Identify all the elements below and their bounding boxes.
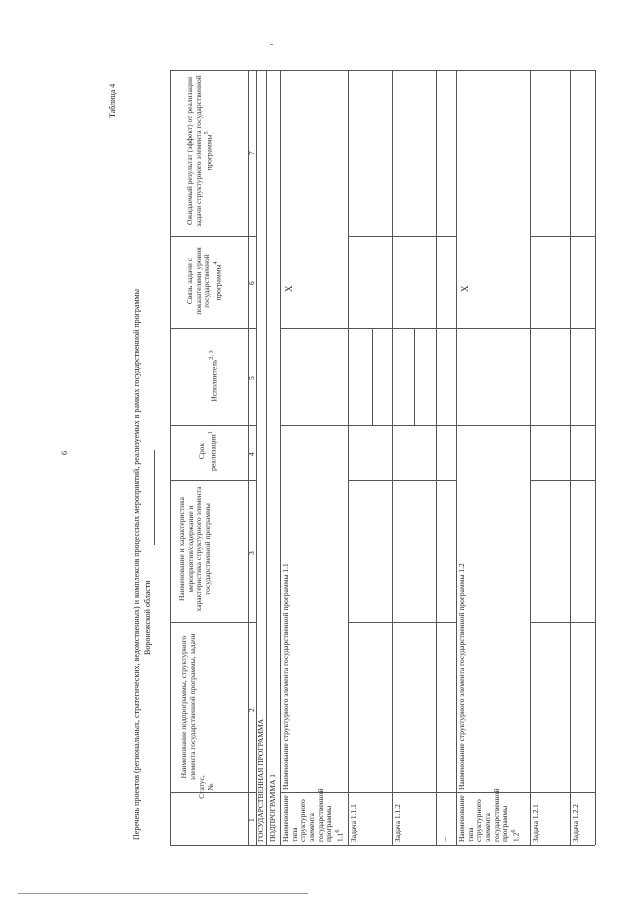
block1-status: Наименование типа структурного элемента государственной программы $1.1^6$ (281, 788, 345, 842)
col-sep-5-6 (170, 328, 256, 329)
col-sep-2-3-body2 (530, 622, 595, 623)
header-result: Ожидаемый результат (эффект) от реализации задачи структурного элемента государственной программы$^5$ (185, 75, 214, 227)
block2-task-1: Задача 1.2.1 (531, 804, 540, 842)
col-num-1: 1 (247, 818, 256, 822)
header-term: Срок реализации$^1$ (197, 431, 218, 471)
row-sep-state (266, 70, 267, 845)
col-sep-5-6-body (280, 328, 595, 329)
col-num-5: 5 (247, 376, 256, 380)
block1-x-mark: Х (284, 285, 294, 292)
col-num-6: 6 (247, 281, 256, 285)
exec-subdiv-1 (372, 328, 373, 425)
col-num-7: 7 (247, 151, 256, 155)
col-sep-3-4-body (348, 480, 456, 481)
scan-artifact-bottom (18, 893, 308, 894)
header-link: Связь задачи с показателями уровня государственной программы$^4$ (185, 247, 223, 315)
col-num-4: 4 (247, 452, 256, 456)
table-label: Таблица 4 (108, 83, 117, 118)
col-sep-4-5-body2 (456, 425, 595, 426)
header-subprogram: Наименование подпрограммы, структурного элемента государственной программы, задачи (179, 633, 197, 781)
document-title-region: Воронежской области (143, 580, 152, 655)
col-sep-6-7-body2 (530, 236, 595, 237)
col-sep-3-4-body2 (530, 480, 595, 481)
header-measure: Наименование и характеристика мероприятия/содержание и характеристика структурного элемента государственной программы (177, 486, 212, 612)
block2-x-mark: Х (460, 285, 470, 292)
col-sep-6-7-body (348, 236, 456, 237)
row-sep-header (248, 70, 249, 845)
header-executor: Исполнитель$^{2, 3}$ (208, 350, 219, 402)
block2-element-name: Наименование структурного элемента государственной программы 1.2 (457, 563, 466, 790)
block2-task-2: Задача 1.2.2 (571, 804, 580, 842)
header-status: Статус, № (197, 775, 215, 799)
col-sep-6-7 (170, 236, 256, 237)
table-border-bottom (170, 845, 595, 846)
col-sep-4-5-body (280, 425, 456, 426)
table-border-left (170, 70, 171, 845)
col-sep-1-2-body (280, 792, 595, 793)
table-border-right (595, 70, 596, 845)
block1-task-1: Задача 1.1.1 (349, 804, 358, 842)
state-program-row: ГОСУДАРСТВЕННАЯ ПРОГРАММА (256, 718, 265, 842)
row-sep-t2 (436, 70, 437, 845)
col-sep-2-3 (170, 622, 256, 623)
col-sep-2-3-body (348, 622, 456, 623)
page-number: 6 (60, 451, 69, 455)
subprogram-row: ПОДПРОГРАММА 1 (268, 773, 277, 842)
scan-artifact-top (270, 44, 273, 45)
block2-status: Наименование типа структурного элемента государственной программы $1.2^6$ (457, 788, 521, 842)
row-sep-b1 (348, 70, 349, 845)
row-sep-t21 (570, 70, 571, 845)
row-sep-t1 (392, 70, 393, 845)
block1-task-2: Задача 1.1.2 (393, 804, 402, 842)
block1-element-name: Наименование структурного элемента государственной программы 1.1 (281, 563, 290, 790)
title-underline (154, 450, 155, 545)
col-sep-4-5 (170, 425, 256, 426)
col-sep-3-4 (170, 480, 256, 481)
block1-dots: ... (439, 836, 448, 842)
table-border-top (170, 70, 595, 71)
col-num-3: 3 (247, 551, 256, 555)
document-title: Перечень проектов (региональных, стратегических, ведомственных) и комплексов процессных мероприятий, реализуемых в рамках государственной программы (132, 289, 141, 840)
row-sep-b2 (530, 70, 531, 845)
col-num-2: 2 (247, 708, 256, 712)
exec-subdiv-2 (414, 328, 415, 425)
